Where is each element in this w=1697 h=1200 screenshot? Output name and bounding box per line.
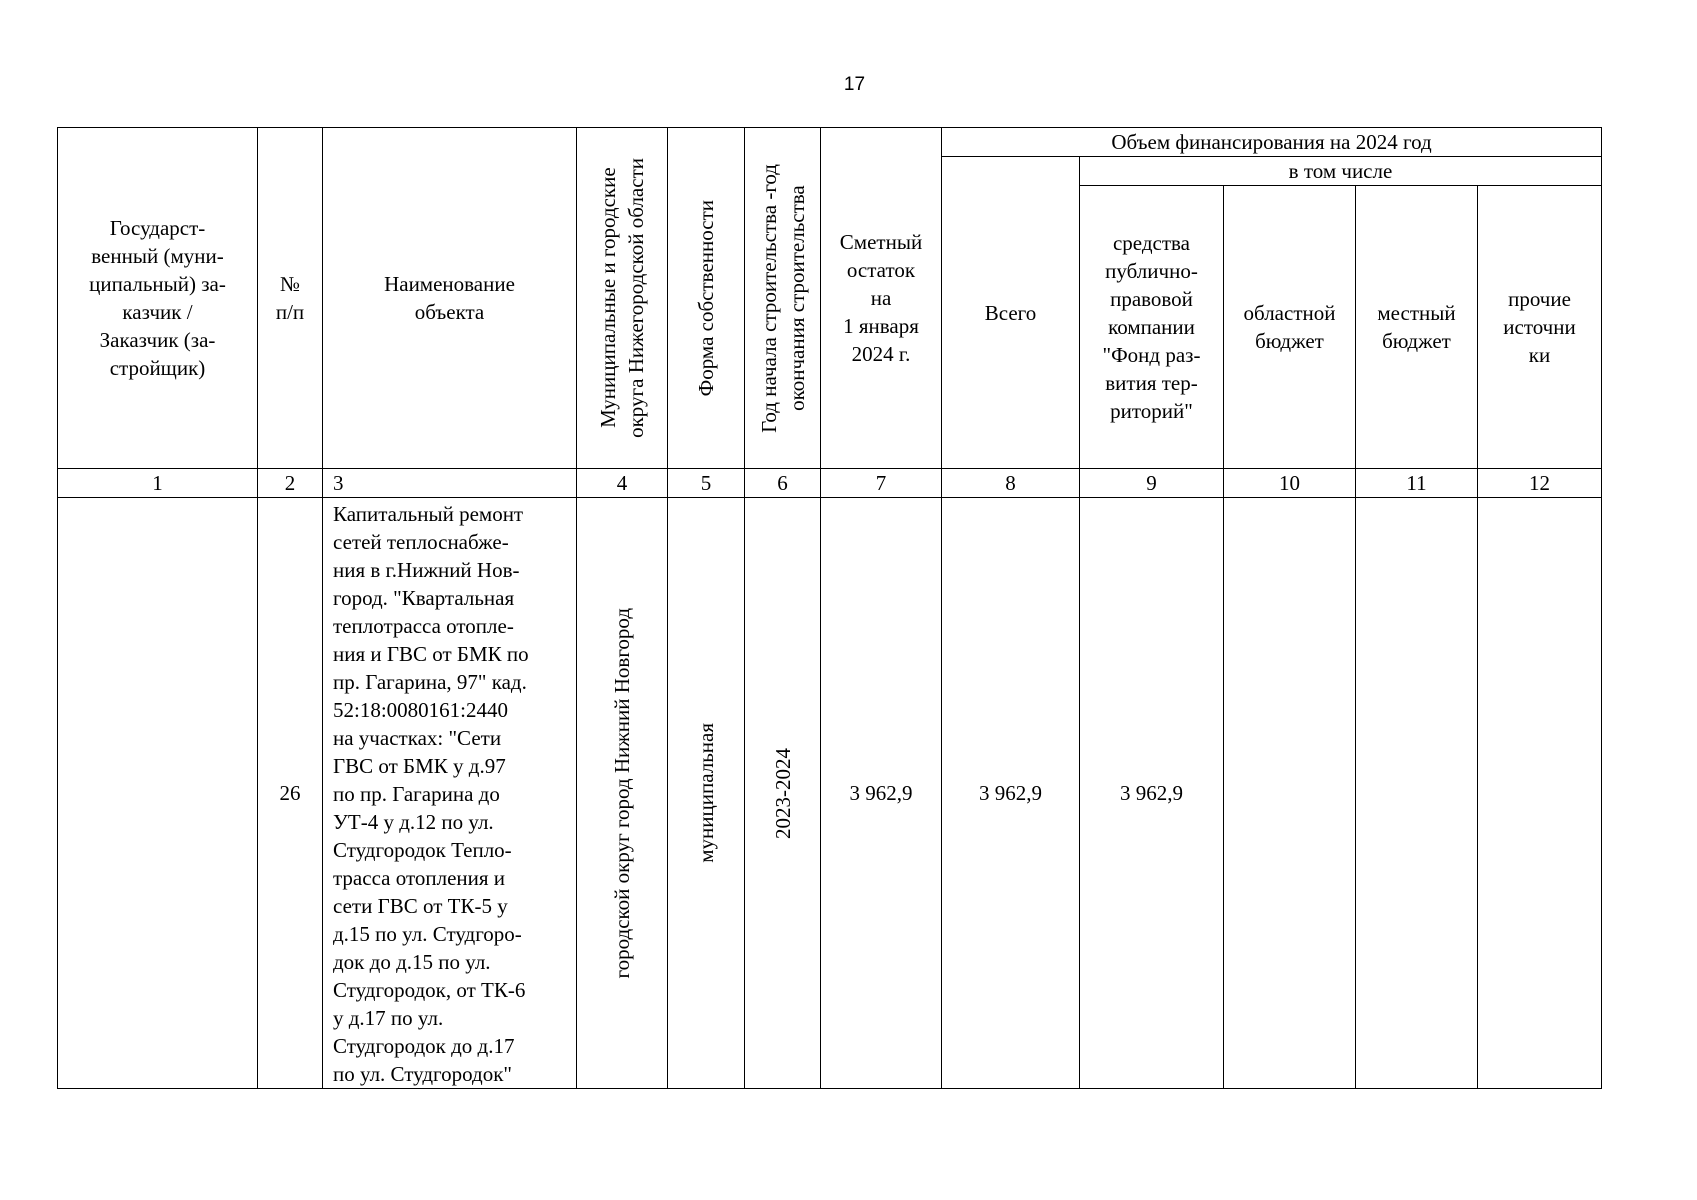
header-municipal xyxy=(577,128,668,469)
column-number-row xyxy=(58,469,1602,498)
header-municipal-text: Муниципальные и городские округа Нижегородской области xyxy=(596,158,648,438)
row-municipal-text: городской округ город Нижний Новгород xyxy=(610,607,634,979)
row-customer xyxy=(58,498,258,1089)
row-years xyxy=(745,498,821,1089)
row-local xyxy=(1356,498,1478,1089)
column-number: 11 xyxy=(1356,469,1478,498)
header-customer: Государст- венный (муни- ципальный) за- казчик / Заказчик (за- стройщик) xyxy=(58,128,258,469)
header-total: Всего xyxy=(942,157,1080,469)
column-number: 2 xyxy=(258,469,323,498)
row-regional xyxy=(1224,498,1356,1089)
column-number: 4 xyxy=(577,469,668,498)
header-estimate: Сметный остаток на 1 января 2024 г. xyxy=(821,128,942,469)
header-years xyxy=(745,128,821,469)
header-other: прочие источни ки xyxy=(1478,186,1602,469)
column-number: 7 xyxy=(821,469,942,498)
column-number: 9 xyxy=(1080,469,1224,498)
column-number: 10 xyxy=(1224,469,1356,498)
header-ownership-text: Форма собственности xyxy=(694,199,718,397)
row-total: 3 962,9 xyxy=(942,498,1080,1089)
row-number: 26 xyxy=(258,498,323,1089)
row-object-name: Капитальный ремонт сетей теплоснабже- ния в г.Нижний Нов- город. "Квартальная теплотрасса отопле- ния и ГВС от БМК по пр. Гагарина, 97" кад. 52:18:0080161:2440 на участках: "Сети ГВС от БМК у д.97 по пр. Гагарина до УТ-4 у д.12 по ул. Студгородок Тепло- трасса отопления и сети ГВС от ТК-5 у д.15 по ул. Студгоро- док до д.15 по ул. Студгородок, от ТК-6 у д.17 по ул. Студгородок до д.17 по ул. Студгородок" xyxy=(323,498,577,1089)
header-funding-group: Объем финансирования на 2024 год xyxy=(942,128,1602,157)
column-number: 3 xyxy=(323,469,577,498)
column-number: 5 xyxy=(668,469,745,498)
header-ownership xyxy=(668,128,745,469)
header-object-name: Наименование объекта xyxy=(323,128,577,469)
column-number: 6 xyxy=(745,469,821,498)
column-number: 12 xyxy=(1478,469,1602,498)
header-years-text: Год начала строительства -год окончания строительства xyxy=(756,163,809,433)
header-regional: областной бюджет xyxy=(1224,186,1356,469)
row-years-text: 2023-2024 xyxy=(770,747,795,839)
row-municipal xyxy=(577,498,668,1089)
header-local: местный бюджет xyxy=(1356,186,1478,469)
row-other xyxy=(1478,498,1602,1089)
row-estimate: 3 962,9 xyxy=(821,498,942,1089)
page-number: 17 xyxy=(843,74,866,95)
row-ownership xyxy=(668,498,745,1089)
table-row xyxy=(58,498,1602,1089)
row-fund: 3 962,9 xyxy=(1080,498,1224,1089)
column-number: 1 xyxy=(58,469,258,498)
row-ownership-text: муниципальная xyxy=(694,723,718,863)
financing-table xyxy=(57,127,1602,1089)
header-fund: средства публично- правовой компании "Фонд раз- вития тер- риторий" xyxy=(1080,186,1224,469)
header-number: № п/п xyxy=(258,128,323,469)
column-number: 8 xyxy=(942,469,1080,498)
header-including: в том числе xyxy=(1080,157,1602,186)
